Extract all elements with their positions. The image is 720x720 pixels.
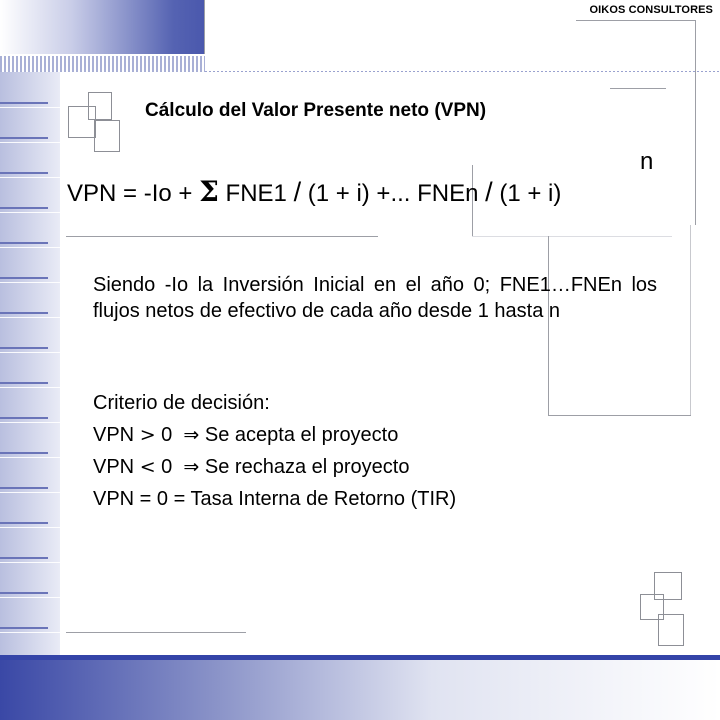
divider-line	[66, 632, 246, 633]
divider-line	[66, 236, 378, 237]
formula-denom2: (1 + i)	[499, 180, 562, 207]
divider-line	[548, 415, 691, 416]
decorative-square	[68, 106, 96, 138]
divider-line	[548, 236, 549, 416]
divider-line	[576, 20, 696, 21]
formula-slash: /	[293, 177, 302, 207]
company-name: OIKOS CONSULTORES	[589, 4, 713, 16]
greater-than-symbol: >	[139, 424, 156, 446]
footer-gradient-band	[0, 660, 720, 720]
header-dotted-line	[205, 71, 720, 72]
criteria-lhs: VPN	[93, 456, 135, 478]
formula-lhs: VPN = -Io +	[67, 180, 193, 207]
vpn-formula	[67, 175, 561, 208]
implies-arrow-icon: ⇒	[183, 456, 200, 478]
criteria-row-tir: VPN = 0 = Tasa Interna de Retorno (TIR)	[93, 488, 457, 510]
criteria-heading: Criterio de decisión:	[93, 392, 270, 414]
left-sidebar-decoration	[0, 72, 60, 657]
criteria-result: Se acepta el proyecto	[204, 424, 399, 446]
decorative-square	[94, 120, 120, 152]
divider-line	[610, 88, 666, 89]
criteria-row-accept	[93, 419, 456, 451]
slide-title: Cálculo del Valor Presente neto (VPN)	[145, 100, 487, 121]
decorative-square	[658, 614, 684, 646]
divider-line	[204, 0, 205, 54]
implies-arrow-icon: ⇒	[183, 424, 200, 446]
criteria-lhs: VPN	[93, 424, 135, 446]
sigma-symbol: Σ	[199, 175, 219, 208]
formula-term1: FNE1	[225, 180, 287, 207]
divider-line	[695, 20, 696, 225]
header-dotted-strip	[0, 56, 205, 72]
definition-line: Siendo -Io la Inversión Inicial en el año 0;	[93, 274, 491, 296]
criteria-result: Se rechaza el proyecto	[204, 456, 410, 478]
divider-line	[472, 236, 672, 237]
criteria-row-reject	[93, 451, 456, 483]
formula-denom1: (1 + i) +... FNEn	[307, 180, 479, 207]
definition-line: FNE1…FNEn los flujos netos de efectivo de cada año desde 1 hasta n	[93, 274, 658, 322]
divider-line	[690, 225, 691, 415]
less-than-symbol: <	[139, 456, 156, 478]
formula-exponent: n	[640, 148, 654, 175]
header-gradient-band	[0, 0, 204, 54]
formula-slash: /	[485, 177, 493, 207]
definition-paragraph	[93, 272, 657, 324]
decision-criteria	[93, 387, 456, 515]
criteria-value: 0	[161, 456, 173, 478]
criteria-value: 0	[161, 424, 173, 446]
